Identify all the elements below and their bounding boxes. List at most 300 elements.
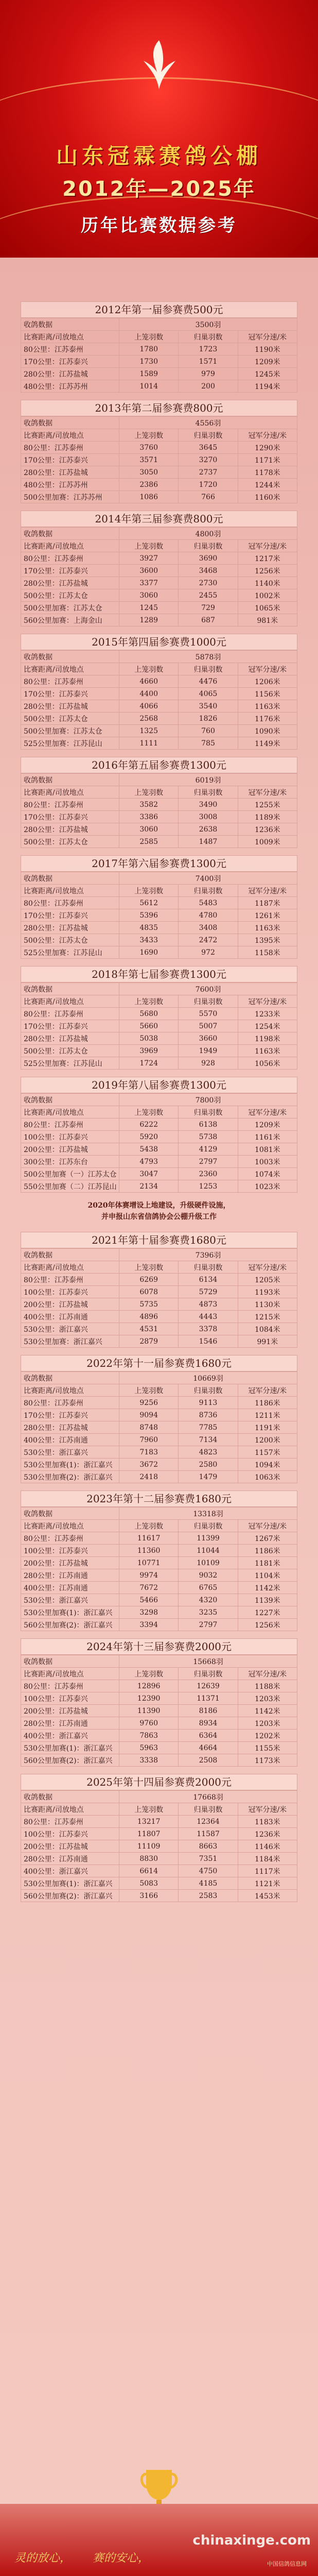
table-cell: 1163米 [238,700,297,713]
seasons-container [21,301,297,1909]
table-cell: 300公里：江苏东台 [21,1156,119,1168]
column-header: 归巢羽数 [179,1668,238,1680]
table-cell: 3060 [119,589,179,602]
table-cell: 4531 [119,1323,179,1335]
table-cell: 1186米 [238,1397,297,1409]
table-cell: 280公里：江苏盐城 [21,823,119,836]
table-cell: 170公里：江苏泰兴 [21,454,119,466]
table-cell: 4066 [119,700,179,713]
slogan-left: 灵的放心， [14,2552,72,2565]
table-cell: 9113 [179,1397,238,1409]
table-cell: 1081米 [238,1143,297,1156]
count-row [21,528,297,540]
table-cell: 1261米 [238,909,297,922]
table-cell: 530公里加赛(1)：浙江嘉兴 [21,1877,119,1890]
table-cell: 1198米 [238,1032,297,1045]
table-cell: 280公里：江苏盐城 [21,466,119,479]
table-cell: 3008 [179,811,238,823]
table-cell: 1063米 [238,1471,297,1483]
table-cell: 3645 [179,442,238,454]
table-cell: 766 [179,491,238,503]
header-row [21,1106,297,1118]
table-cell: 9974 [119,1569,179,1582]
table-row [21,565,297,577]
table-cell: 530公里加赛(2)：浙江嘉兴 [21,1471,119,1483]
table-cell: 7134 [179,1434,238,1446]
count-row [21,983,297,995]
count-label: 收鸽数据 [21,1249,119,1261]
column-header: 冠军分速/米 [238,995,297,1008]
table-cell: 3060 [119,823,179,836]
column-header: 冠军分速/米 [238,786,297,799]
table-cell: 200 [179,380,238,393]
column-header: 比赛距离/司放地点 [21,540,119,552]
table-cell: 500公里：江苏太仓 [21,589,119,602]
table-cell: 1479 [179,1471,238,1483]
column-header: 上笼羽数 [119,786,179,799]
table-cell: 500公里加赛：江苏太仓 [21,725,119,737]
table-cell: 80公里：江苏泰州 [21,1397,119,1409]
table-cell: 1181米 [238,1557,297,1569]
table-cell: 4476 [179,675,238,688]
table-cell: 7672 [119,1582,179,1594]
table-cell: 80公里：江苏泰州 [21,799,119,811]
table-cell: 1205米 [238,1274,297,1286]
table-cell: 1121米 [238,1877,297,1890]
table-cell: 1267米 [238,1532,297,1545]
table-row [21,1877,297,1890]
table-cell: 1724 [119,1057,179,1070]
column-header: 上笼羽数 [119,1106,179,1118]
table-cell: 2508 [179,1754,238,1767]
table-row [21,1619,297,1631]
table-row [21,1890,297,1902]
table-cell: 2472 [179,934,238,946]
count-value: 4556羽 [119,417,297,429]
table-cell: 2386 [119,479,179,491]
table-cell: 3386 [119,811,179,823]
table-cell: 5738 [179,1131,238,1143]
table-cell: 3378 [179,1323,238,1335]
table-cell: 280公里：江苏盐城 [21,1421,119,1434]
table-cell: 80公里：江苏泰州 [21,1680,119,1692]
table-cell: 8830 [119,1853,179,1865]
header-row [21,429,297,442]
table-cell: 6222 [119,1118,179,1131]
table-cell: 1149米 [238,737,297,750]
table-cell: 3338 [119,1754,179,1767]
table-cell: 1826 [179,713,238,725]
season-table [21,1655,297,1767]
table-cell: 11371 [179,1692,238,1705]
company-title: 山东冠霖赛鸽公棚 [56,143,262,168]
table-cell: 2638 [179,823,238,836]
table-row [21,1865,297,1877]
column-header: 冠军分速/米 [238,331,297,343]
table-cell: 3235 [179,1606,238,1619]
table-cell: 1160米 [238,491,297,503]
table-row [21,1717,297,1730]
table-cell: 5083 [119,1877,179,1890]
table-cell: 5729 [179,1286,238,1298]
table-cell: 1217米 [238,552,297,565]
table-cell: 530公里加赛(1)：浙江嘉兴 [21,1742,119,1754]
table-row [21,1434,297,1446]
table-cell: 500公里加赛：江苏太仓 [21,602,119,614]
table-cell: 280公里：江苏南通 [21,1853,119,1865]
table-cell: 170公里：江苏泰兴 [21,565,119,577]
table-cell: 7785 [179,1421,238,1434]
count-label: 收鸽数据 [21,983,119,995]
table-cell: 1245 [119,602,179,614]
count-row [21,417,297,429]
table-cell: 4750 [179,1865,238,1877]
season-title: 2018年第七届参赛费1300元 [21,966,297,982]
count-row [21,1372,297,1384]
table-cell: 1176米 [238,713,297,725]
table-cell: 1227米 [238,1606,297,1619]
notice-line: 并申报山东省信鸽协会公棚升级工作 [101,1213,217,1221]
table-row [21,1118,297,1131]
count-label: 收鸽数据 [21,1372,119,1384]
table-cell: 525公里加赛：江苏昆山 [21,1057,119,1070]
table-row [21,1459,297,1471]
table-cell: 1186米 [238,1545,297,1557]
table-cell: 11587 [179,1828,238,1840]
table-cell: 200公里：江苏盐城 [21,1298,119,1311]
table-cell: 170公里：江苏泰兴 [21,1409,119,1421]
table-cell: 500公里：江苏太仓 [21,713,119,725]
table-row [21,1286,297,1298]
column-header: 上笼羽数 [119,540,179,552]
table-cell: 1290米 [238,442,297,454]
season-section [21,1774,297,1902]
table-cell: 280公里：江苏南通 [21,1717,119,1730]
header-row [21,995,297,1008]
table-cell: 2737 [179,466,238,479]
season-title: 2023年第十二届参赛费1680元 [21,1490,297,1507]
table-cell: 1203米 [238,1717,297,1730]
table-row [21,1828,297,1840]
column-header: 归巢羽数 [179,885,238,897]
table-cell: 200公里：江苏盐城 [21,1705,119,1717]
season-title: 2022年第十一届参赛费1680元 [21,1355,297,1371]
count-row [21,774,297,786]
table-cell: 11044 [179,1545,238,1557]
table-cell: 3166 [119,1890,179,1902]
season-section [21,1355,297,1483]
column-header: 上笼羽数 [119,1261,179,1274]
count-row [21,651,297,663]
column-header: 归巢羽数 [179,786,238,799]
table-row [21,1274,297,1286]
table-row [21,1168,297,1180]
table-cell: 2583 [179,1890,238,1902]
table-cell: 1254米 [238,1020,297,1032]
table-cell: 400公里：江苏南通 [21,1434,119,1446]
season-title: 2024年第十三届参赛费2000元 [21,1638,297,1655]
table-cell: 4443 [179,1311,238,1323]
column-header: 比赛距离/司放地点 [21,1106,119,1118]
table-cell: 1117米 [238,1865,297,1877]
column-header: 比赛距离/司放地点 [21,1520,119,1532]
table-row [21,1057,297,1070]
table-cell: 1245米 [238,368,297,380]
table-cell: 4129 [179,1143,238,1156]
table-cell: 5963 [119,1742,179,1754]
table-row [21,713,297,725]
table-cell: 1161米 [238,1131,297,1143]
season-table [21,318,297,393]
table-cell: 7183 [119,1446,179,1459]
table-row [21,1853,297,1865]
table-row [21,466,297,479]
column-header: 冠军分速/米 [238,1106,297,1118]
table-row [21,934,297,946]
table-cell: 1173米 [238,1754,297,1767]
count-row [21,1249,297,1261]
table-cell: 80公里：江苏泰州 [21,1532,119,1545]
column-header: 归巢羽数 [179,1261,238,1274]
page-subtitle: 历年比赛数据参考 [81,215,237,236]
table-cell: 100公里：江苏泰兴 [21,1131,119,1143]
table-cell: 5612 [119,897,179,909]
table-cell: 6078 [119,1286,179,1298]
table-cell: 6614 [119,1865,179,1877]
count-value: 3500羽 [119,318,297,331]
table-cell: 200公里：江苏盐城 [21,1143,119,1156]
table-cell: 8748 [119,1421,179,1434]
column-header: 比赛距离/司放地点 [21,786,119,799]
table-cell: 729 [179,602,238,614]
table-cell: 80公里：江苏泰州 [21,1274,119,1286]
table-row [21,1730,297,1742]
count-label: 收鸽数据 [21,1655,119,1668]
table-cell: 560公里加赛：上海金山 [21,614,119,626]
table-cell: 80公里：江苏泰州 [21,897,119,909]
table-cell: 3582 [119,799,179,811]
column-header: 冠军分速/米 [238,1520,297,1532]
table-cell: 1094米 [238,1459,297,1471]
table-cell: 11390 [119,1705,179,1717]
table-cell: 1142米 [238,1705,297,1717]
count-value: 4800羽 [119,528,297,540]
column-header: 比赛距离/司放地点 [21,429,119,442]
table-cell: 280公里：江苏盐城 [21,700,119,713]
season-table [21,872,297,959]
table-row [21,823,297,836]
table-cell: 3298 [119,1606,179,1619]
season-title: 2013年第二届参赛费800元 [21,400,297,416]
table-cell: 6765 [179,1582,238,1594]
count-value: 7396羽 [119,1249,297,1261]
table-cell: 6364 [179,1730,238,1742]
table-row [21,1323,297,1335]
count-value: 10669羽 [119,1372,297,1384]
table-cell: 13217 [119,1816,179,1828]
table-cell: 3969 [119,1045,179,1057]
table-cell: 170公里：江苏泰兴 [21,355,119,368]
table-cell: 1056米 [238,1057,297,1070]
count-value: 17668羽 [119,1791,297,1803]
table-cell: 200公里：江苏盐城 [21,1840,119,1853]
table-cell: 1090米 [238,725,297,737]
table-cell: 1002米 [238,589,297,602]
header-row [21,540,297,552]
table-cell: 5680 [119,1008,179,1020]
table-cell: 530公里加赛：浙江嘉兴 [21,1335,119,1348]
header-row [21,786,297,799]
column-header: 上笼羽数 [119,885,179,897]
table-cell: 1163米 [238,922,297,934]
table-cell: 500公里：江苏太仓 [21,836,119,848]
count-row [21,1655,297,1668]
header-row [21,1803,297,1816]
table-cell: 100公里：江苏泰兴 [21,1545,119,1557]
column-header: 比赛距离/司放地点 [21,995,119,1008]
table-cell: 8186 [179,1705,238,1717]
count-label: 收鸽数据 [21,872,119,885]
table-cell: 1158米 [238,946,297,959]
column-header: 比赛距离/司放地点 [21,331,119,343]
column-header: 归巢羽数 [179,995,238,1008]
table-cell: 1014 [119,380,179,393]
table-cell: 1589 [119,368,179,380]
header-row [21,1520,297,1532]
table-cell: 500公里：江苏太仓 [21,934,119,946]
count-row [21,1507,297,1520]
table-cell: 8736 [179,1409,238,1421]
table-cell: 1780 [119,343,179,355]
column-header: 上笼羽数 [119,429,179,442]
table-cell: 170公里：江苏泰兴 [21,909,119,922]
table-cell: 4823 [179,1446,238,1459]
table-cell: 1253 [179,1180,238,1193]
table-cell: 400公里：浙江嘉兴 [21,1730,119,1742]
count-label: 收鸽数据 [21,318,119,331]
count-value: 6019羽 [119,774,297,786]
table-row [21,1594,297,1606]
season-table [21,773,297,848]
table-cell: 11399 [179,1532,238,1545]
table-cell: 2879 [119,1335,179,1348]
table-cell: 3600 [119,565,179,577]
table-cell: 280公里：江苏盐城 [21,1032,119,1045]
count-value: 5878羽 [119,651,297,663]
table-cell: 560公里加赛(2)：浙江嘉兴 [21,1619,119,1631]
table-cell: 1139米 [238,1594,297,1606]
table-cell: 1206米 [238,675,297,688]
season-title: 2021年第十届参赛费1680元 [21,1232,297,1248]
table-row [21,552,297,565]
table-cell: 6134 [179,1274,238,1286]
count-label: 收鸽数据 [21,774,119,786]
column-header: 冠军分速/米 [238,663,297,675]
table-cell: 2134 [119,1180,179,1193]
table-cell: 280公里：江苏盐城 [21,368,119,380]
table-cell: 80公里：江苏泰州 [21,1008,119,1020]
table-row [21,1692,297,1705]
table-cell: 5735 [119,1298,179,1311]
season-table [21,1507,297,1631]
table-cell: 80公里：江苏泰州 [21,442,119,454]
table-cell: 979 [179,368,238,380]
table-row [21,922,297,934]
table-cell: 6138 [179,1118,238,1131]
table-cell: 1084米 [238,1323,297,1335]
header-row [21,1261,297,1274]
column-header: 上笼羽数 [119,663,179,675]
season-table [21,1248,297,1348]
count-label: 收鸽数据 [21,528,119,540]
table-cell: 1244米 [238,479,297,491]
notice-text [21,1200,297,1223]
table-row [21,1582,297,1594]
season-section [21,1638,297,1767]
table-cell: 1211米 [238,1409,297,1421]
column-header: 上笼羽数 [119,1384,179,1397]
table-cell: 400公里：江苏南通 [21,1582,119,1594]
table-cell: 3540 [179,700,238,713]
table-cell: 1209米 [238,355,297,368]
table-row [21,1156,297,1168]
table-row [21,1680,297,1692]
table-cell: 2418 [119,1471,179,1483]
column-header: 冠军分速/米 [238,1803,297,1816]
table-cell: 3690 [179,552,238,565]
table-cell: 760 [179,725,238,737]
table-cell: 170公里：江苏泰兴 [21,1020,119,1032]
table-cell: 1730 [119,355,179,368]
table-row [21,1421,297,1434]
table-cell: 500公里加赛（一）江苏太仓 [21,1168,119,1180]
table-cell: 2360 [179,1168,238,1180]
table-cell: 5660 [119,1020,179,1032]
table-cell: 500公里加赛：江苏苏州 [21,491,119,503]
table-cell: 1202米 [238,1730,297,1742]
table-cell: 12364 [179,1816,238,1828]
table-cell: 2730 [179,577,238,589]
table-cell: 100公里：江苏泰兴 [21,1692,119,1705]
table-cell: 1949 [179,1045,238,1057]
table-row [21,1742,297,1754]
table-cell: 530公里：浙江嘉兴 [21,1323,119,1335]
table-cell: 3270 [179,454,238,466]
table-cell: 972 [179,946,238,959]
table-row [21,454,297,466]
column-header: 冠军分速/米 [238,885,297,897]
table-row [21,1131,297,1143]
table-cell: 8934 [179,1717,238,1730]
table-row [21,897,297,909]
table-cell: 1140米 [238,577,297,589]
season-table [21,1093,297,1193]
season-title: 2017年第六届参赛费1300元 [21,855,297,872]
table-row [21,1446,297,1459]
column-header: 上笼羽数 [119,1668,179,1680]
table-cell: 4400 [119,688,179,700]
table-row [21,602,297,614]
table-cell: 7960 [119,1434,179,1446]
table-cell: 991米 [238,1335,297,1348]
table-row [21,1008,297,1020]
table-cell: 280公里：江苏盐城 [21,577,119,589]
season-section [21,400,297,503]
table-cell: 1571 [179,355,238,368]
table-cell: 928 [179,1057,238,1070]
table-cell: 530公里：浙江嘉兴 [21,1446,119,1459]
table-row [21,836,297,848]
